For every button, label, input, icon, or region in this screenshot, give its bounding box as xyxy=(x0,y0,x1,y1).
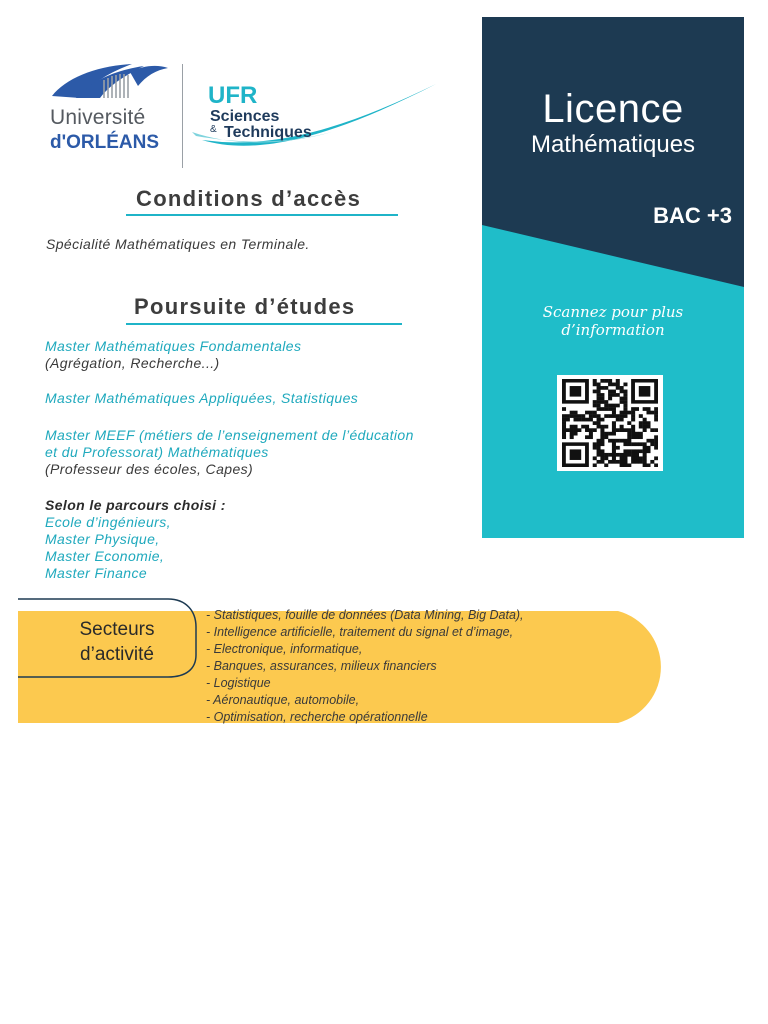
secteur-item: - Banques, assurances, milieux financiers xyxy=(206,659,437,673)
universite-orleans-logo xyxy=(46,58,176,168)
poursuite-item-title: Master Mathématiques Fondamentales xyxy=(45,338,302,354)
poursuite-item-2 xyxy=(45,390,358,407)
univ-name-line2: d'ORLÉANS xyxy=(50,132,160,153)
scan-caption xyxy=(482,303,744,339)
scan-line1: Scannez pour plus xyxy=(542,303,684,321)
parcours-label: Selon le parcours choisi : xyxy=(45,497,226,513)
poursuite-item-title: Master Mathématiques Appliquées, Statistiques xyxy=(45,390,359,406)
licence-panel xyxy=(482,17,744,538)
parcours-block xyxy=(45,497,226,582)
conditions-text: Spécialité Mathématiques en Terminale. xyxy=(46,236,310,252)
parcours-item: Master Physique, xyxy=(45,531,160,547)
poursuite-heading: Poursuite d’études xyxy=(134,294,356,319)
poursuite-item-title-line2: et du Professorat) Mathématiques xyxy=(45,444,269,460)
secteur-item: - Optimisation, recherche opérationnelle xyxy=(206,710,428,724)
secteur-item: - Statistiques, fouille de données (Data Mining, Big Data), xyxy=(206,608,524,622)
secteurs-list xyxy=(206,607,524,726)
logo-divider xyxy=(182,64,183,168)
parcours-item: Ecole d’ingénieurs, xyxy=(45,514,171,530)
poursuite-item-title-line1: Master MEEF (métiers de l’enseignement de l’éducation xyxy=(45,427,414,443)
ufr-ampersand: & xyxy=(210,124,217,135)
poursuite-item-1 xyxy=(45,338,301,372)
ufr-logo xyxy=(192,62,442,162)
parcours-item: Master Finance xyxy=(45,565,148,581)
secteurs-title-line2: d’activité xyxy=(80,644,154,665)
univ-swoosh-icon xyxy=(46,58,176,108)
qr-code-icon xyxy=(562,379,658,467)
univ-name-line1: Université xyxy=(50,106,146,129)
conditions-heading-rule xyxy=(126,214,398,216)
poursuite-item-detail: (Agrégation, Recherche...) xyxy=(45,355,220,371)
qr-code[interactable] xyxy=(557,375,663,471)
bac-level: BAC +3 xyxy=(653,203,732,228)
ufr-title: UFR xyxy=(208,82,258,109)
secteur-item: - Intelligence artificielle, traitement du signal et d’image, xyxy=(206,625,514,639)
conditions-heading: Conditions d’accès xyxy=(136,186,362,211)
licence-title: Licence xyxy=(542,87,684,131)
poursuite-item-3 xyxy=(45,427,414,478)
secteurs-title-line1: Secteurs xyxy=(79,619,155,640)
secteur-item: - Logistique xyxy=(206,676,271,690)
parcours-item: Master Economie, xyxy=(45,548,165,564)
secteur-item: - Electronique, informatique, xyxy=(206,642,363,656)
ufr-techniques: Techniques xyxy=(224,124,312,141)
secteur-item: - Aéronautique, automobile, xyxy=(206,693,360,707)
ufr-sciences: Sciences xyxy=(210,108,280,125)
poursuite-heading-rule xyxy=(126,323,402,325)
scan-line2: d’information xyxy=(561,321,665,339)
poursuite-item-detail: (Professeur des écoles, Capes) xyxy=(45,461,254,477)
licence-subtitle: Mathématiques xyxy=(530,131,696,158)
secteurs-band xyxy=(18,597,678,727)
